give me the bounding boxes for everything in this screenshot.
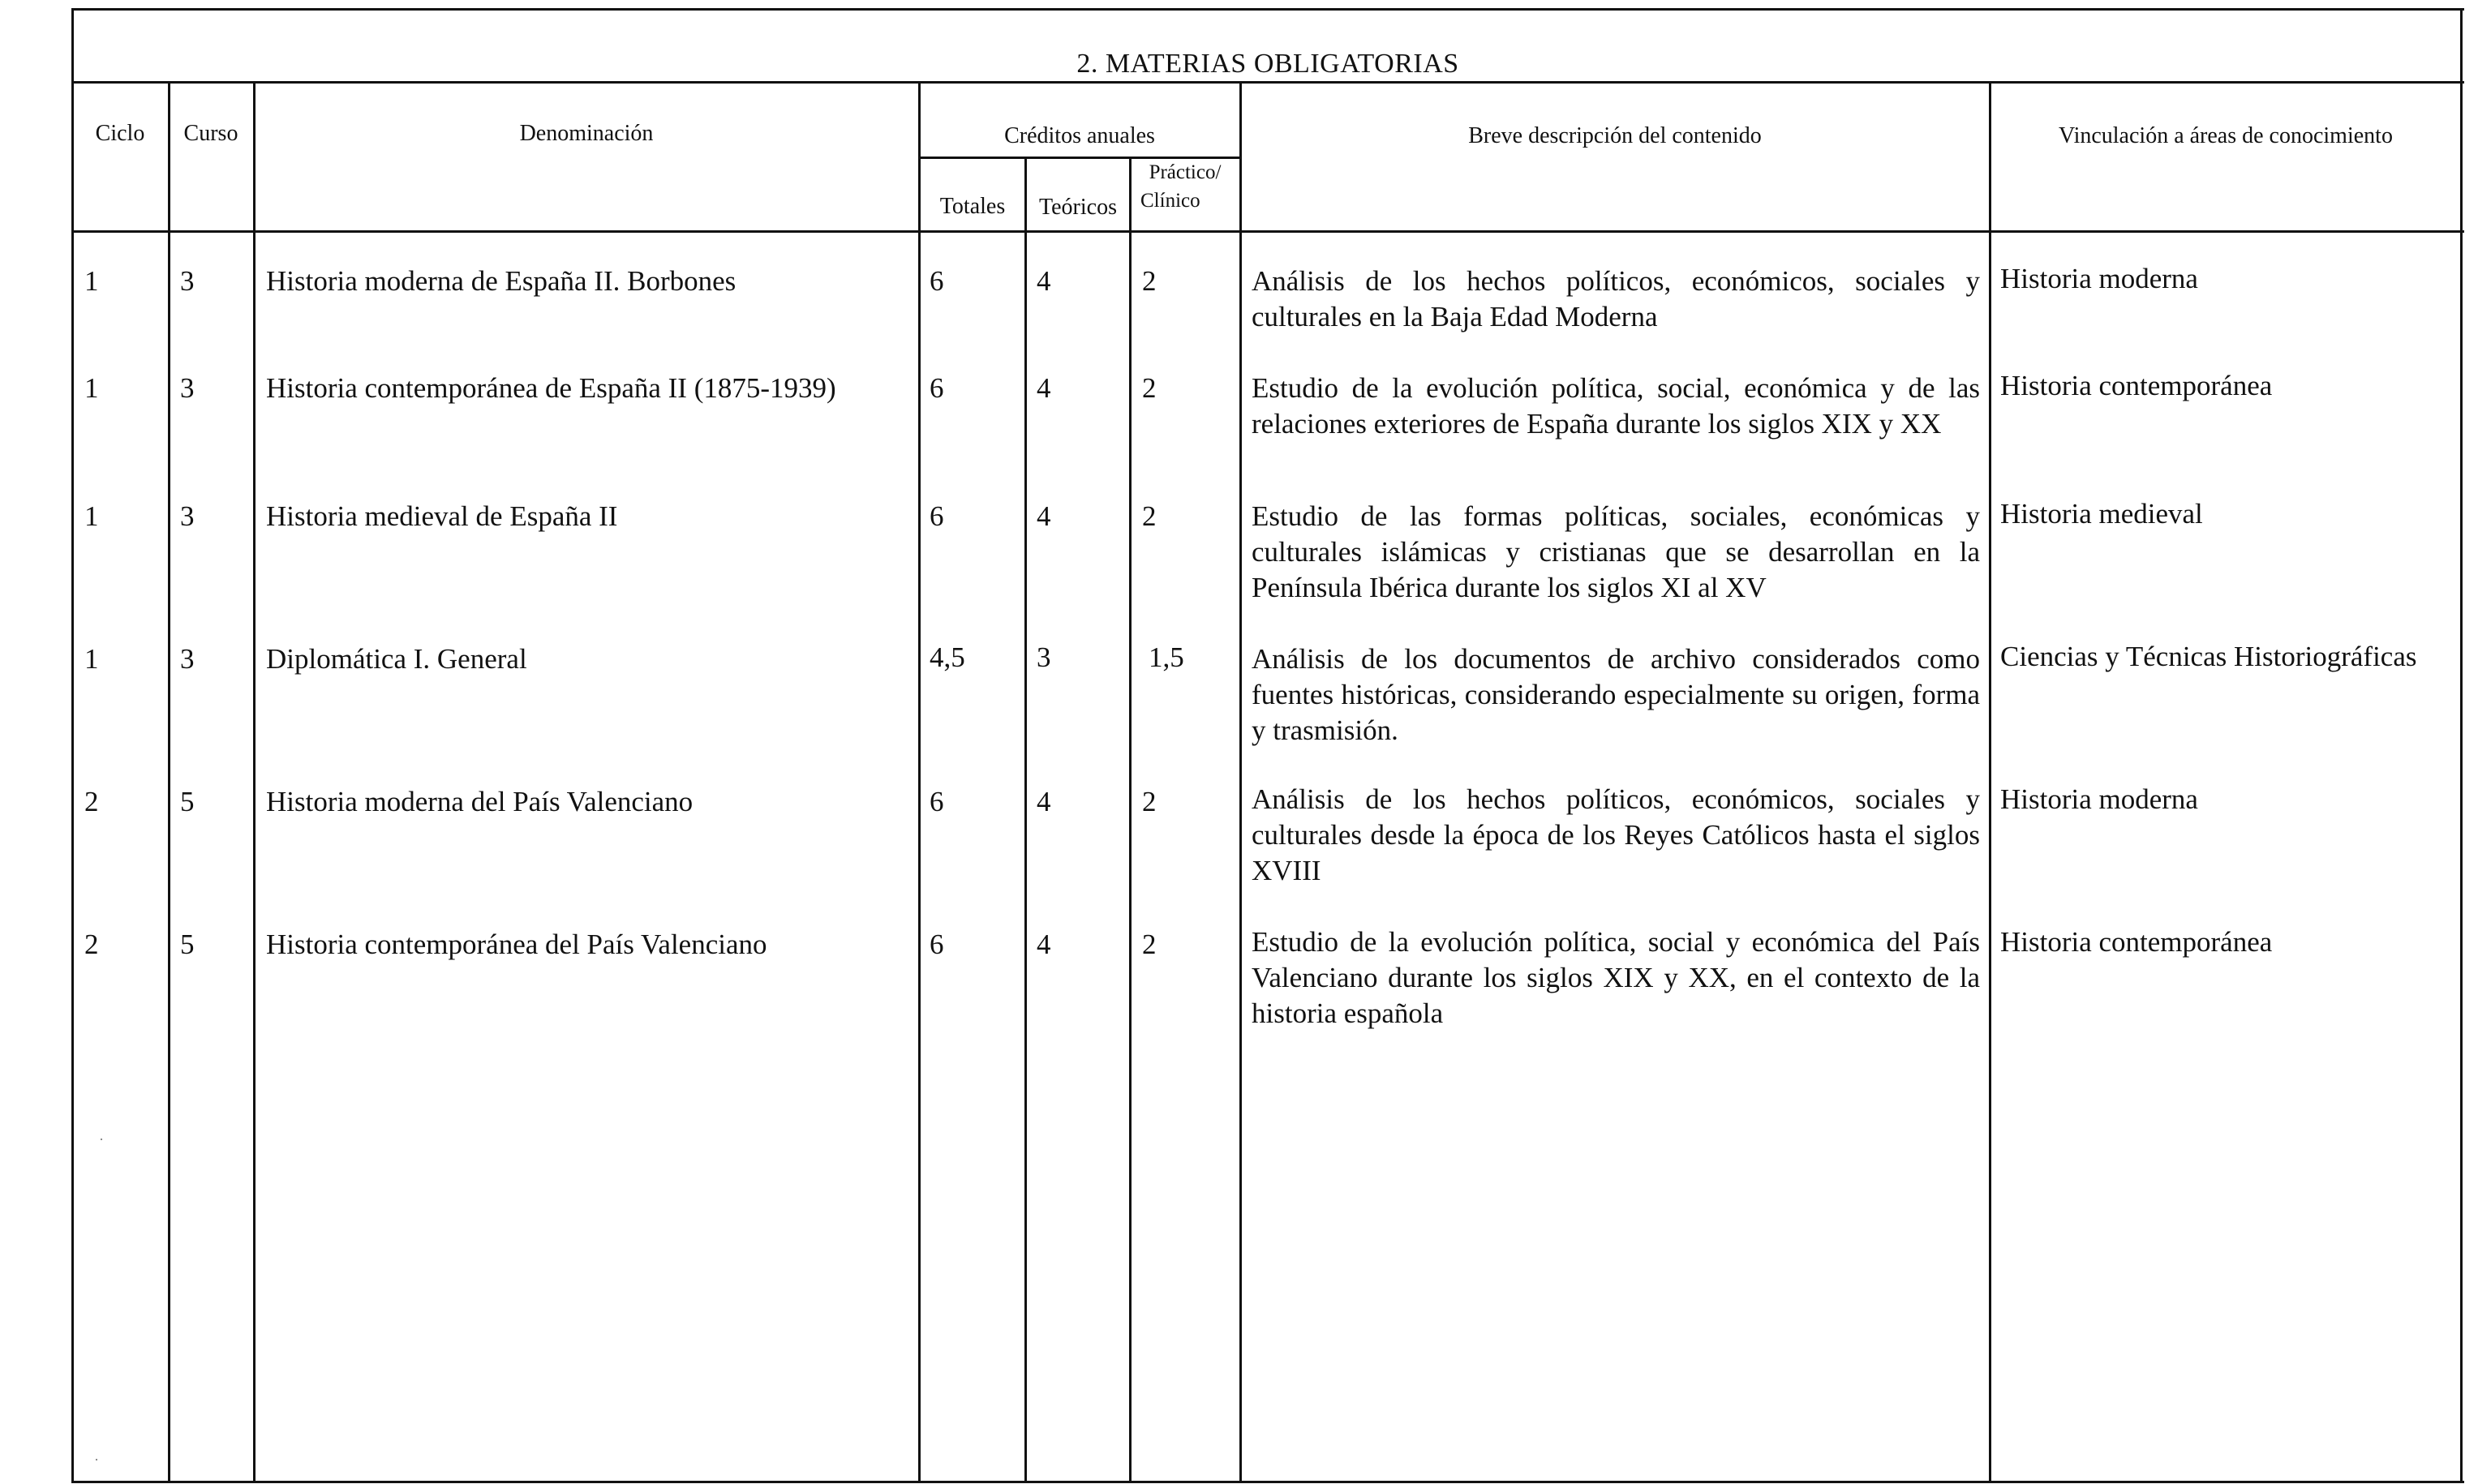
col-sep-descripcion-area: [1989, 83, 1991, 1483]
table-row-1-area: Historia moderna: [2000, 263, 2198, 294]
table-row-5-practicos: 2: [1142, 786, 1157, 817]
table-row-3-descripcion: Estudio de las formas políticas, sociales, económicas y culturales islámicas y cristianas que se desarrollan en la Península Ibérica durante los siglos XI al XV: [1252, 500, 1980, 603]
table-row-6-totales: 6: [930, 929, 944, 960]
table-row-2-practicos: 2: [1142, 372, 1157, 404]
table-row-1-ciclo: 1: [84, 265, 99, 297]
table-row-5-ciclo: 2: [84, 786, 99, 817]
section-title: 2. MATERIAS OBLIGATORIAS: [1076, 49, 1459, 79]
table-row-1-curso: 3: [180, 265, 195, 297]
header-curso: Curso: [183, 121, 238, 146]
col-sep-totales-teoricos: [1024, 158, 1027, 1483]
title-separator: [71, 81, 2464, 84]
table-row-3-curso: 3: [180, 500, 195, 532]
table-row-3-area: Historia medieval: [2000, 498, 2203, 530]
table-row-6-area: Historia contemporánea: [2000, 926, 2273, 958]
col-sep-curso-denominacion: [253, 83, 256, 1483]
table-row-6-practicos: 2: [1142, 929, 1157, 960]
col-sep-teoricos-practicos: [1129, 158, 1132, 1483]
header-totales: Totales: [939, 194, 1006, 219]
table-right-border: [2460, 8, 2463, 1483]
table-row-2-curso: 3: [180, 372, 195, 404]
header-practico: Práctico/: [1149, 161, 1222, 183]
credits-group-separator: [918, 157, 1239, 159]
table-row-4-practicos: 1,5: [1149, 641, 1184, 673]
table-row-2-descripcion: Estudio de la evolución política, social, económica y de las relaciones exteriores de España durante los siglos XIX y XX: [1252, 372, 1980, 440]
header-clinico: Clínico: [1140, 190, 1200, 212]
table-row-2-teoricos: 4: [1037, 372, 1051, 404]
header-ciclo: Ciclo: [95, 121, 145, 146]
col-sep-practicos-descripcion: [1239, 83, 1242, 1483]
table-bottom-border: [71, 1481, 2464, 1483]
table-row-6-curso: 5: [180, 929, 195, 960]
header-creditos-anuales: Créditos anuales: [1004, 123, 1155, 148]
table-row-1-denominacion: Historia moderna de España II. Borbones: [266, 265, 736, 297]
table-row-4-denominacion: Diplomática I. General: [266, 643, 527, 675]
table-row-1-totales: 6: [930, 265, 944, 297]
table-row-2-totales: 6: [930, 372, 944, 404]
table-row-3-denominacion: Historia medieval de España II: [266, 500, 618, 532]
table-row-6-teoricos: 4: [1037, 929, 1051, 960]
table-row-3-ciclo: 1: [84, 500, 99, 532]
table-row-5-descripcion: Análisis de los hechos políticos, económicos, sociales y culturales desde la época de los Reyes Católicos hasta el siglos XVIII: [1252, 783, 1980, 886]
table-row-6-ciclo: 2: [84, 929, 99, 960]
table-row-2-area: Historia contemporánea: [2000, 370, 2273, 401]
table-row-3-totales: 6: [930, 500, 944, 532]
table-left-border: [71, 8, 74, 1483]
col-sep-ciclo-curso: [168, 83, 170, 1483]
table-row-6-denominacion: Historia contemporánea del País Valenciano: [266, 929, 767, 960]
table-row-1-teoricos: 4: [1037, 265, 1051, 297]
scan-speck: ·: [99, 1131, 104, 1147]
table-row-4-descripcion: Análisis de los documentos de archivo considerados como fuentes históricas, considerando especialmente su origen, forma y trasmisión.: [1252, 643, 1980, 746]
table-row-2-ciclo: 1: [84, 372, 99, 404]
table-row-1-descripcion: Análisis de los hechos políticos, económicos, sociales y culturales en la Baja Edad Moderna: [1252, 265, 1980, 332]
header-bottom-border: [71, 230, 2464, 233]
table-row-5-area: Historia moderna: [2000, 783, 2198, 815]
table-row-5-teoricos: 4: [1037, 786, 1051, 817]
table-row-6-descripcion: Estudio de la evolución política, social y económica del País Valenciano durante los siglos XIX y XX, en el contexto de la historia española: [1252, 926, 1980, 1029]
table-row-4-area: Ciencias y Técnicas Historiográficas: [2000, 641, 2417, 672]
table-row-5-denominacion: Historia moderna del País Valenciano: [266, 786, 694, 817]
col-sep-denominacion-totales: [918, 83, 921, 1483]
table-row-4-ciclo: 1: [84, 643, 99, 675]
table-row-3-teoricos: 4: [1037, 500, 1051, 532]
table-row-1-practicos: 2: [1142, 265, 1157, 297]
table-row-3-practicos: 2: [1142, 500, 1157, 532]
header-denominacion: Denominación: [519, 121, 654, 146]
header-descripcion: Breve descripción del contenido: [1468, 123, 1762, 148]
scan-speck: ·: [94, 1452, 99, 1468]
table-row-2-denominacion: Historia contemporánea de España II (1875-1939): [266, 372, 836, 404]
header-vinculacion: Vinculación a áreas de conocimiento: [2059, 123, 2393, 148]
table-row-5-totales: 6: [930, 786, 944, 817]
table-row-4-teoricos: 3: [1037, 641, 1051, 673]
table-row-4-curso: 3: [180, 643, 195, 675]
header-teoricos: Teóricos: [1038, 195, 1117, 220]
table-top-border: [71, 8, 2464, 11]
table-row-5-curso: 5: [180, 786, 195, 817]
table-row-4-totales: 4,5: [930, 641, 965, 673]
